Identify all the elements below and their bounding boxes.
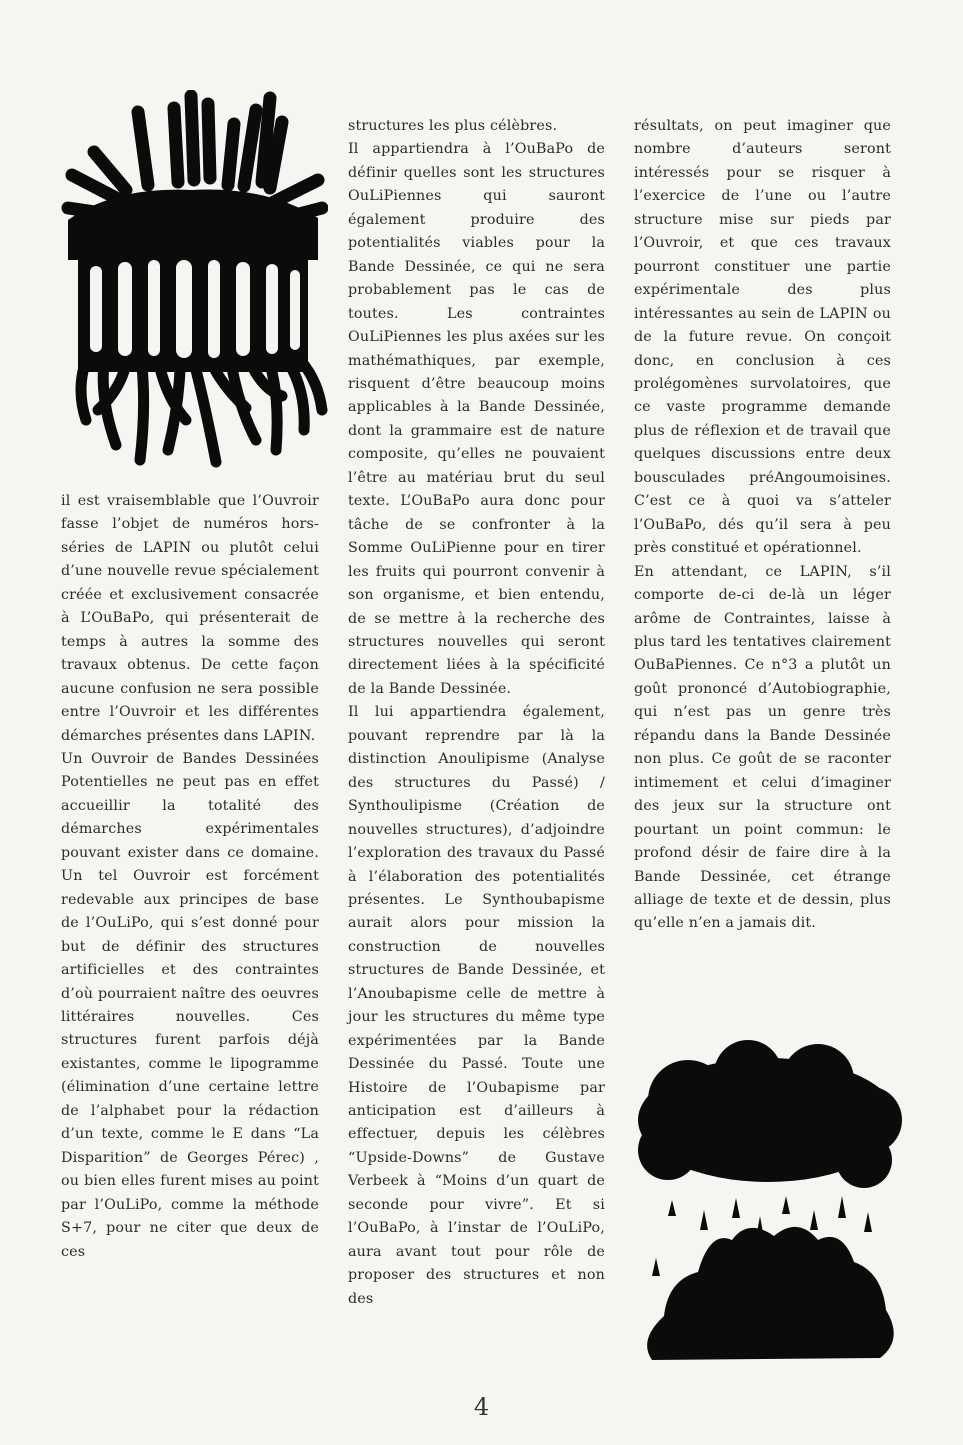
page-number: 4 <box>473 1393 490 1421</box>
paragraph: Il appartiendra à l’OuBaPo de définir quelles sont les structures OuLiPiennes qui sauront également produire des potentialités viables pour la Bande Dessinée, ce qui ne sera probablement pas le cas de toutes. Les contraintes OuLiPiennes les plus axées sur les mathémathiques, par exemple, risquent d’être beaucoup moins applicables à la Bande Dessinée, dont la grammaire est de nature composite, qu’elles ne pouvaient l’être au matériau brut du seul texte. L’OuBaPo aura donc pour tâche de se confronter à la Somme OuLiPienne pour en tirer les fruits qui pourront convenir à son organisme, et bien entendu, de se mettre à la recherche des structures nouvelles qui seront directement liées à la spécificité de la Bande Dessinée. <box>348 141 605 697</box>
ink-storm-cloud-icon <box>628 1040 904 1362</box>
article-column-3 <box>634 115 891 936</box>
paragraph: il est vraisemblable que l’Ouvroir fasse l’objet de numéros hors-séries de LAPIN ou plutôt celui d’une nouvelle revue spécialement créée et exclusivement consacrée à L’OuBaPo, qui présenterait de temps à autres la somme des travaux obtenus. De cette façon aucune confusion ne sera possible entre l’Ouvroir et les différentes démarches présentes dans LAPIN. <box>61 493 319 744</box>
article-column-2 <box>348 115 605 1311</box>
paragraph: En attendant, ce LAPIN, s’il comporte de-ci de-là un léger arôme de Contraintes, laisse à plus tard les tentatives clairement OuBaPiennes. Ce n°3 a plutôt un goût prononcé d’Autobiographie, qui n’est pas un genre très répandu dans la Bande Dessinée non plus. Ce goût de se raconter intimement et celui d’imaginer des jeux sur la structure ont pourtant un point commun: le profond désir de faire dire à la Bande Dessinée, cet étrange alliage de texte et de dessin, plus qu’elle n’en a jamais dit. <box>634 563 891 932</box>
paragraph: résultats, on peut imaginer que nombre d’auteurs seront intéressés pour se risquer à l’exercice de l’une ou l’autre structure mise sur pieds par l’Ouvroir, et que ces travaux pourront constituer une partie expérimentale des plus intéressantes au sein de LAPIN ou de la future revue. On conçoit donc, en conclusion à ces prolégomènes survolatoires, que ce vaste programme demande plus de réflexion et de travail que quelques discussions entre deux bousculades préAngoumoisines. C’est ce à quoi va s’atteler l’OuBaPo, dés qu’il sera à peu près constitué et opérationnel. <box>634 118 891 557</box>
paragraph: structures les plus célèbres. <box>348 118 558 134</box>
article-column-1 <box>61 490 319 1264</box>
ink-hand-tree-icon <box>56 90 328 472</box>
paragraph: Il lui appartiendra également, pouvant reprendre par là la distinction Anoulipisme (Analyse des structures du Passé) / Synthoulipisme (Création de nouvelles structures), d’adjoindre l’exploration des travaux du Passé à l’élaboration des potentialités présentes. Le Synthoubapisme aurait alors pour mission la construction de nouvelles structures de Bande Dessinée, et l’Anoubapisme celle de mettre à jour les structures du même type expérimentées par la Bande Dessinée du Passé. Toute une Histoire de l’Oubapisme par anticipation est d’ailleurs à effectuer, depuis les célèbres “Upside-Downs” de Gustave Verbeek à “Moins d’un quart de seconde pour vivre”. Et si l’OuBaPo, à l’instar de l’OuLiPo, aura avant tout pour rôle de proposer des structures et non des <box>348 704 605 1307</box>
paragraph: Un Ouvroir de Bandes Dessinées Potentielles ne peut pas en effet accueillir la totalité des démarches expérimentales pouvant exister dans ce domaine. Un tel Ouvroir est forcément redevable aux principes de base de l’OuLiPo, qui s’est donné pour but de définir des structures artificielles et des contraintes d’où pourraient naître des oeuvres littéraires nouvelles. Ces structures furent parfois déjà existantes, comme le lipogramme (élimination d’une certaine lettre de l’alphabet pour la rédaction d’un texte, comme le E dans “La Disparition” de Georges Pérec) , ou bien elles furent mises au point par l’OuLiPo, comme la méthode S+7, pour ne citer que deux de ces <box>61 750 319 1260</box>
